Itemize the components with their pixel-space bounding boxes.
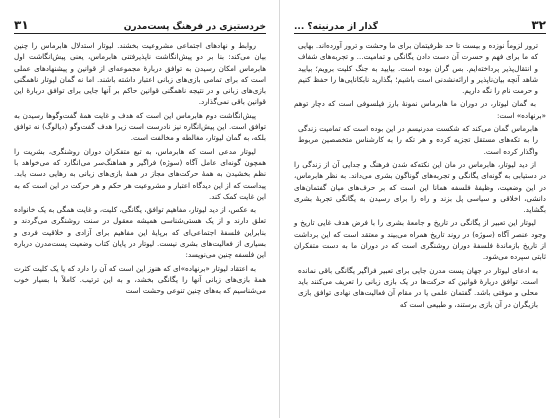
paragraph: به اعتقاد لیوتار «برنهاده»ای که هنوز این است که آن را دارد که یا یک کلیت کثرت همهٔ بازی‌های زبانی آنها را یگانگی بخشد، و به این ترتیب. کاملاً با بسیار خوب می‌شناسیم که به‌های چنین تنوعی وحشت است [14,263,266,296]
page-number: ۳۲ [531,18,546,32]
paragraph: لیوتار مدعی است که هابرماس، به تبع متفکران دوران روشنگری، بشریت را همچون گونه‌ای عامل آگاه (سوژه) فراگیر و هماهنگ‌سر می‌انگارد که می‌خواهد با نظم بخشیدن به همهٔ حرکت‌های مجاز در همهٔ بازی‌های زبانی به رهایی دست یابد. پیداست که از این دیدگاه اعتبار و مشروعیت هر حکم و هر حرکت در این است که به این غایت کمک کند. [14,146,266,201]
block-quote: به ادعای لیوتار در جهان پست مدرن جایی برای تعبیر فراگیر یگانگی باقی نمانده است. توافق دربارهٔ قوانین که حرکت‌ها در یک بازی زبانی را تعریف می‌کنند باید محلی و موقتی باشد. گفتمان علمی یا در مقام آن فعالیت‌های نهادی توافق بازی بازیگران در آن بازی برستند، و طبیعی است که [298,265,538,309]
block-quote: ترور لزوماً نوزده و بیست تا حد ظرفیتمان برای ما وحشت و ترور آورده‌اند. بهایی که ما برای فهم و حسرت آن دست دادن یگانگی و تمامیت... و تجربه‌های شفاف و انتقال‌پذیر پرداخته‌ایم. بس گران بوده است. بیایید به جنگ کلیت برویم؛ بیایید شاهد آنچه بیان‌ناپذیر و ارائه‌نشدنی است باشیم؛ بگذارید نابکانایی‌ها را حفظ کنیم و حرمت نام را نگه داریم. [298,41,538,96]
paragraph: به گمان لیوتار، در دوران ما هابرماس نمونهٔ بارز فیلسوفی است که دچار توهم «برنهاده» است: [294,99,546,120]
block-quote: هابرماس گمان می‌کند که شکست مدرنیسم در این بوده است که تمامیت زندگی را به تکه‌های مستقل تجزیه کرده و هر تکه را به کارشناس متخصصین مربوط واگذار کرده است. [298,124,538,156]
page-number: ۳۱ [14,18,29,32]
paragraph: از دید لیوتار، هابرماس در مان این نکته‌که شدن فرهنگ و جدایی آن از زندگی را در دستیابی به گونه‌ای یگانگی و تجربه‌های گوناگون بشری می‌داند. به نظر هابرماس، در این وضعیت، وظیفهٔ فلسفه همانا این است که بر حرف‌های میان گفتمان‌های دانشی، اخلاقی و سیاسی پل بزند و راه را برای رسیدن به یگانگی تجربهٔ بشری بگشاید. [294,159,546,215]
right-page [280,0,560,418]
right-page-body [294,40,546,310]
paragraph: روابط و نهادهای اجتماعی مشروعیت بخشند. لیوتار استدلال هابرماس را چنین بیان می‌کند: بنا بر دو پیش‌انگاشت ناپذیرفتنی هابرماس، یعنی پیش‌انگاشت اول هابرماس امکان رسیدن به توافق دربارهٔ مجموعه‌ای از قوانین و پیشنهادهای عملی است که برای تمامی بازی‌های زبانی اعتبار داشته باشند. اما نه گمان لیوتار ناهمگنی بازی‌های زبانی و در نتیجه ناهمگنی قوانین حاکم بر آنها جایی برای توافق دربارهٔ این قوانین باقی نمی‌گذارد. [14,41,266,107]
left-page-header [14,14,266,34]
left-page-body [14,40,266,297]
running-title: گذار از مدرنیته؟ ... [294,22,378,32]
right-page-header [294,14,546,34]
running-title: خردستیزی در فرهنگ پست‌مدرن [123,22,266,32]
paragraph: پیش‌انگاشت دوم هابرماس این است که هدف و غایت همهٔ گفت‌وگوها رسیدن به توافق است. این پیش‌انگاره نیز نادرست است زیرا هدف گفت‌وگو (دیالوگ) نه توافق بلکه، به گمان لیوتار، مغالطه و مخالفت است. [14,110,266,143]
paragraph: به عکس، از دید لیوتار، مفاهیم توافق، یگانگی، کلیت، و غایت همگی به یک خانواده تعلق دارند و از یک هستی‌شناسی همیشه معقول در سنت روشنگری می‌گردند و بنابراین فلسفهٔ اجتماعی‌ای که برپایهٔ این مفاهیم برای آزادی و خلاقیت فردی و بسیاری از فعالیت‌های بشری نیست. لیوتار در پایان کتاب وضعیت پست‌مدرن درباره این فلسفه چنین می‌نویسد: [14,205,266,260]
paragraph: لیوتار این تعبیر از یگانگی در تاریخ و جامعهٔ بشری را با فرض هدف غایی تاریخ و وجود عنصر آگاه (سوژه) در روند تاریخ همراه می‌بیند و معتقد است که این برداشت از تاریخ بازماندهٔ فلسفهٔ دوران روشنگری است که در دوران ما به دست متفکران ثابتی سپرده می‌شود. [294,218,546,262]
